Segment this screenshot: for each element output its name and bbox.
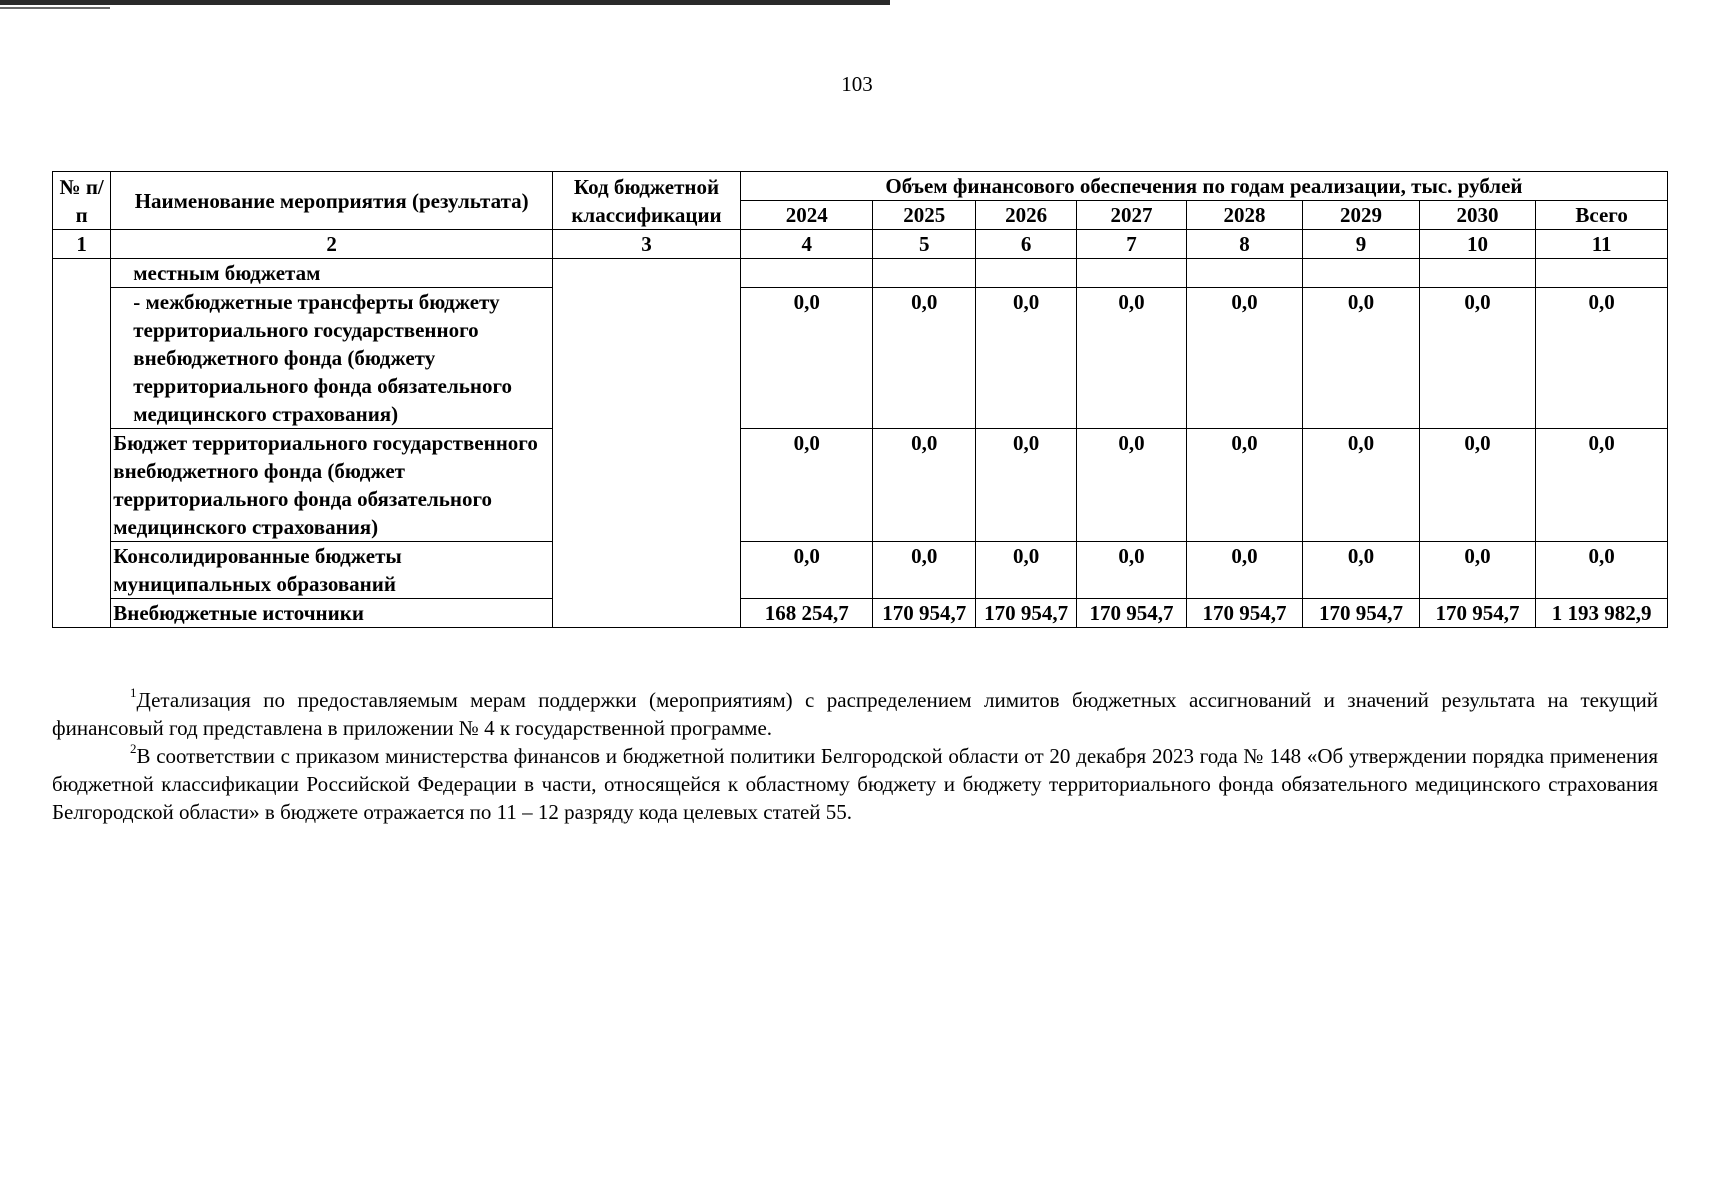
row-value [740, 259, 873, 288]
row-value: 0,0 [1303, 288, 1419, 429]
footnote [52, 686, 1658, 742]
header-code: Код бюджетной классификации [553, 172, 741, 230]
row-value: 0,0 [1186, 429, 1302, 542]
table-row [53, 288, 1668, 429]
header-total: Всего [1536, 201, 1668, 230]
row-value [1186, 259, 1302, 288]
row-value: 0,0 [740, 288, 873, 429]
row-value: 0,0 [873, 542, 975, 599]
header-year: 2030 [1419, 201, 1535, 230]
row-value: 0,0 [873, 288, 975, 429]
header-year: 2027 [1077, 201, 1186, 230]
column-number: 8 [1186, 230, 1302, 259]
row-value: 0,0 [1536, 429, 1668, 542]
table-row [53, 429, 1668, 542]
row-value: 168 254,7 [740, 599, 873, 628]
table-row [53, 259, 1668, 288]
scan-edge-mark-thin [0, 7, 110, 9]
column-number: 11 [1536, 230, 1668, 259]
row-value: 0,0 [740, 542, 873, 599]
row-name: Консолидированные бюджеты муниципальных образований [111, 542, 553, 599]
row-value: 0,0 [975, 429, 1076, 542]
row-value: 170 954,7 [873, 599, 975, 628]
row-value: 0,0 [1186, 542, 1302, 599]
row-code-cell [553, 259, 741, 628]
footnote-text: Детализация по предоставляемым мерам поддержки (мероприятиям) с распределением лимитов бюджетных ассигнований и значений результата на текущий финансовый год представлена в приложении № 4 к государственной программе. [52, 688, 1658, 740]
row-value: 0,0 [740, 429, 873, 542]
row-value [975, 259, 1076, 288]
column-number: 5 [873, 230, 975, 259]
row-value: 0,0 [1536, 542, 1668, 599]
header-row-top [53, 172, 1668, 201]
table-row [53, 599, 1668, 628]
row-value [1077, 259, 1186, 288]
row-value: 0,0 [1077, 288, 1186, 429]
row-value: 0,0 [1419, 542, 1535, 599]
column-number: 1 [53, 230, 111, 259]
row-name: Внебюджетные источники [111, 599, 553, 628]
column-number: 4 [740, 230, 873, 259]
column-number: 10 [1419, 230, 1535, 259]
scan-edge-mark [0, 0, 890, 5]
row-value: 0,0 [975, 542, 1076, 599]
row-value: 0,0 [1536, 288, 1668, 429]
column-number: 6 [975, 230, 1076, 259]
header-volume: Объем финансового обеспечения по годам реализации, тыс. рублей [740, 172, 1667, 201]
header-year: 2029 [1303, 201, 1419, 230]
row-value: 170 954,7 [1303, 599, 1419, 628]
row-value: 0,0 [1077, 542, 1186, 599]
budget-table [52, 171, 1668, 628]
header-year: 2024 [740, 201, 873, 230]
row-num-cell [53, 259, 111, 628]
footnote-mark: 1 [130, 685, 137, 700]
row-value: 0,0 [1419, 429, 1535, 542]
column-number: 3 [553, 230, 741, 259]
column-number: 7 [1077, 230, 1186, 259]
row-value [1419, 259, 1535, 288]
header-year: 2028 [1186, 201, 1302, 230]
header-year: 2026 [975, 201, 1076, 230]
row-value: 170 954,7 [1077, 599, 1186, 628]
row-name: Бюджет территориального государственного внебюджетного фонда (бюджет территориального фонда обязательного медицинского страхования) [111, 429, 553, 542]
row-value: 0,0 [1303, 542, 1419, 599]
column-number: 9 [1303, 230, 1419, 259]
row-value: 170 954,7 [1186, 599, 1302, 628]
row-value: 0,0 [1186, 288, 1302, 429]
header-year: 2025 [873, 201, 975, 230]
column-number-row [53, 230, 1668, 259]
row-name: местным бюджетам [111, 259, 553, 288]
row-value: 170 954,7 [975, 599, 1076, 628]
row-value: 0,0 [975, 288, 1076, 429]
header-name: Наименование мероприятия (результата) [111, 172, 553, 230]
row-value: 0,0 [1077, 429, 1186, 542]
row-value [873, 259, 975, 288]
row-value [1303, 259, 1419, 288]
row-value: 1 193 982,9 [1536, 599, 1668, 628]
row-name: - межбюджетные трансферты бюджету территориального государственного внебюджетного фонда (бюджету территориального фонда обязательного медицинского страхования) [111, 288, 553, 429]
footnotes [52, 686, 1658, 826]
row-value: 0,0 [1303, 429, 1419, 542]
footnote [52, 742, 1658, 826]
table-row [53, 542, 1668, 599]
page-number: 103 [841, 72, 873, 96]
column-number: 2 [111, 230, 553, 259]
footnote-text: В соответствии с приказом министерства финансов и бюджетной политики Белгородской области от 20 декабря 2023 года № 148 «Об утверждении порядка применения бюджетной классификации Российской Федерации в части, относящейся к областному бюджету и бюджету территориального фонда обязательного медицинского страхования Белгородской области» в бюджете отражается по 11 – 12 разряду кода целевых статей 55. [52, 744, 1658, 824]
row-value: 0,0 [873, 429, 975, 542]
row-value: 170 954,7 [1419, 599, 1535, 628]
header-num: № п/п [53, 172, 111, 230]
row-value: 0,0 [1419, 288, 1535, 429]
row-value [1536, 259, 1668, 288]
footnote-mark: 2 [130, 741, 137, 756]
